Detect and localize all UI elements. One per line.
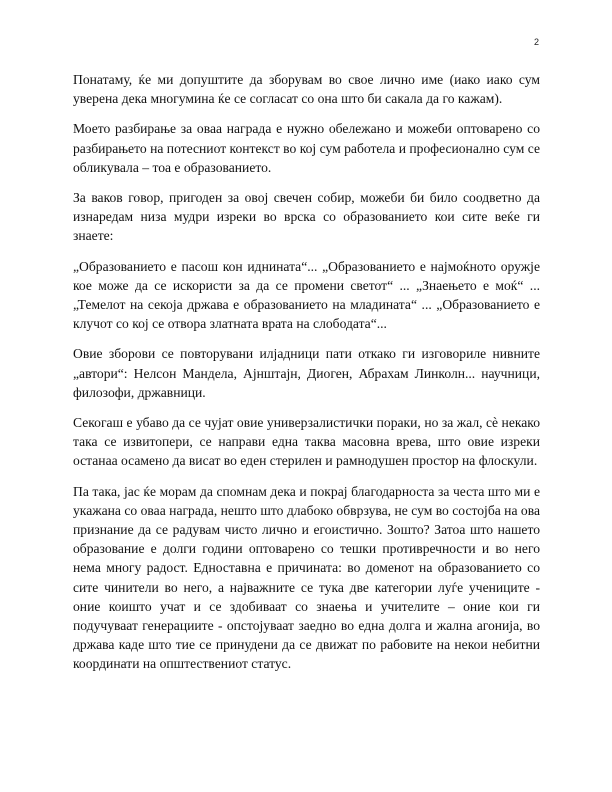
paragraph-wise-sayings-intro: За ваков говор, пригоден за овој свечен собир, можеби би било соодветно да изнаредам низа мудри изреки во врска со образованието кои сите веќе ги знаете: (73, 190, 540, 244)
page-number: 2 (534, 37, 540, 47)
document-body (73, 70, 540, 684)
paragraph-personal-voice: Понатаму, ќе ми допуштите да зборувам во свое лично име (иако иако сум уверена дека многумина ќе се согласат со она што би сакала да го кажам). (73, 72, 540, 107)
paragraph-quotes: „Образованието е пасош кон иднината“... „Образованието е најмоќното оружје кое може да се искористи за да се промени светот“ ... „Знаењето е моќ“ ... „Темелот на секоја држава е образованието на младината“ ... „Образованието е клучот со кој се отвора златната врата на слободата“... (73, 258, 540, 332)
paragraph-authors: Овие зборови се повторувани илјадници пати откако ги изговориле нивните „автори“: Нелсон Мандела, Ајнштајн, Диоген, Абрахам Линколн... научници, филозофи, државници. (73, 346, 540, 400)
paragraph-award-understanding: Моето разбирање за оваа награда е нужно обележано и можеби оптоварено со разбирањето на потесниот контекст во кој сум работела и професионално сум се обликувала – тоа е образованието. (73, 121, 540, 175)
paragraph-universal-messages: Секогаш е убаво да се чујат овие универзалистички пораки, но за жал, сѐ некако така се извитопери, се направи една таква масовна врева, што овие изреки останаа осамено да висат во еден стерилен и рамнодушен простор на флоскули. (73, 415, 540, 469)
paragraph-education-contradictions: Па така, јас ќе морам да спомнам дека и покрај благодарноста за честа што ми е укажана со оваа награда, нешто што длабоко обврзува, не сум во состојба на ова признание да се радувам чисто лично и егоистично. Зошто? Затоа што нашето образование е долги години оптоварено со тешки противречности и во него нема многу радост. Едноставна е причината: во доменот на образованието со сите чинители во него, а најважните се тука две категории луѓе учениците - оние коишто учат и се здобиваат со знаења и учителите – оние кои ги подучуваат генерациите - опстојуваат заедно во една долга и жална агонија, во држава каде што тие се принудени да се движат по рабовите на некои небитни координати на општествениот статус. (73, 483, 540, 672)
